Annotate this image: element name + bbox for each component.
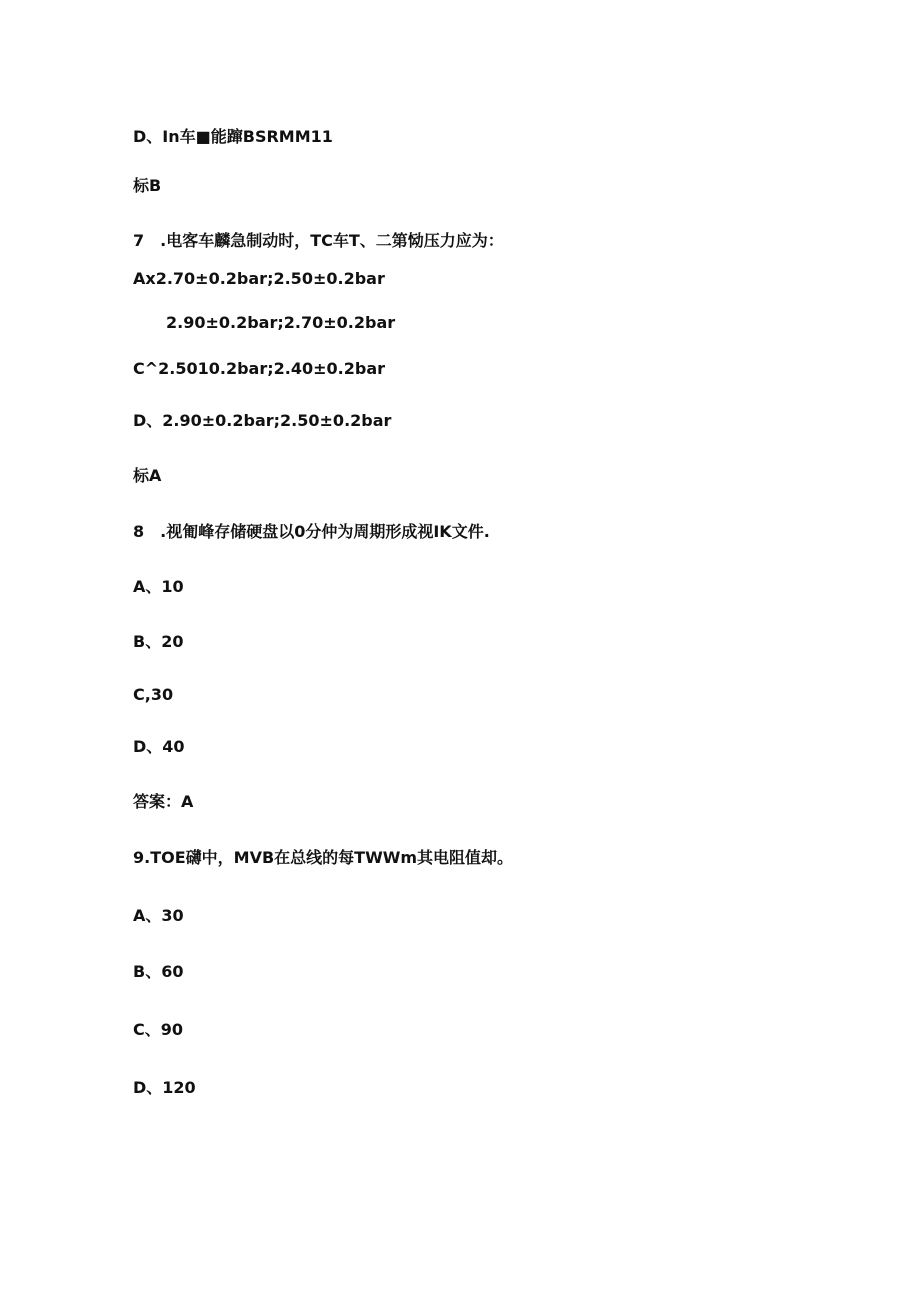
answer-label: 标B [133,176,162,195]
answer-label: 标A [133,466,162,485]
answer-option-d: D、40 [133,737,185,756]
answer-option-a: A、10 [133,577,184,596]
question-7: 7 .电客车麟急制动时，TC车T、二第恸压力应为： [133,231,504,250]
answer-label: 答案：A [133,792,194,811]
answer-option-a: A、30 [133,906,184,925]
answer-option-b: 2.90±0.2bar;2.70±0.2bar [166,313,396,332]
answer-option-b: B、20 [133,632,184,651]
answer-option-d: D、2.90±0.2bar;2.50±0.2bar [133,411,392,430]
answer-option-a: Ax2.70±0.2bar;2.50±0.2bar [133,269,385,288]
answer-option-b: B、60 [133,962,184,981]
question-8: 8 .视匍峰存储硬盘以0分仲为周期形成视IK文件. [133,522,490,541]
answer-option-d: D、In车■能蹿BSRMM11 [133,127,333,146]
answer-option-c: C,30 [133,685,174,704]
answer-option-c: C^2.5010.2bar;2.40±0.2bar [133,359,386,378]
answer-option-d: D、120 [133,1078,196,1097]
answer-option-c: C、90 [133,1020,184,1039]
question-9: 9.TOE礴中，MVB在总线的每TWWm其电阻值却。 [133,848,514,867]
